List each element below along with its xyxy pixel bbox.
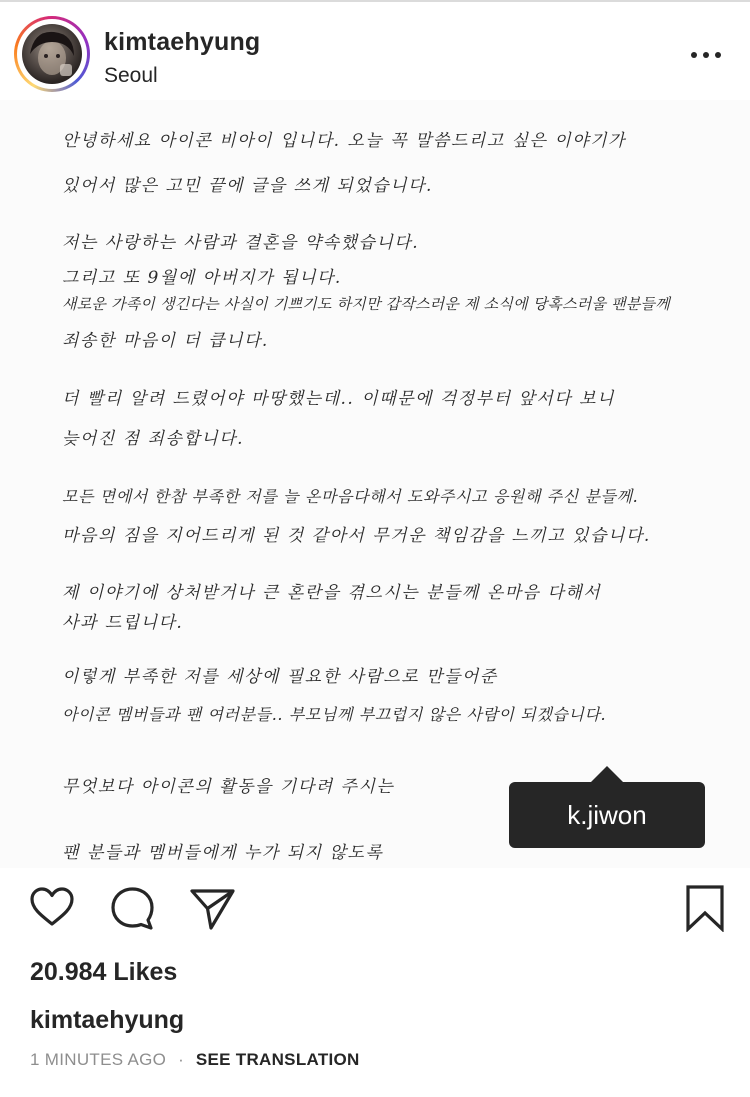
letter-line: 사과 드립니다. [62, 613, 184, 633]
letter-line: 새로운 가족이 생긴다는 사실이 기쁘기도 하지만 갑작스러운 제 소식에 당혹스러울 팬분들께 [62, 295, 670, 313]
story-ring[interactable] [14, 16, 90, 92]
avatar-border [17, 19, 87, 89]
letter-line: 그리고 또 9월에 아버지가 됩니다. [62, 268, 342, 288]
tag-pointer [590, 766, 624, 783]
letter-line: 저는 사랑하는 사람과 결혼을 약속했습니다. [62, 233, 420, 253]
letter-line: 모든 면에서 한참 부족한 저를 늘 온마음다해서 도와주시고 응원해 주신 분들께. [62, 487, 639, 506]
letter-line: 무엇보다 아이콘의 활동을 기다려 주시는 [62, 777, 395, 797]
see-translation-link[interactable]: SEE TRANSLATION [195, 1050, 360, 1069]
post-header [0, 2, 750, 100]
more-dot-icon [715, 52, 721, 58]
post-username[interactable]: kimtaehyung [104, 28, 261, 56]
paper-plane-icon[interactable] [188, 884, 236, 932]
letter-line: 이렇게 부족한 저를 세상에 필요한 사람으로 만들어준 [62, 667, 498, 687]
heart-outline-icon[interactable] [28, 884, 76, 932]
letter-line: 죄송한 마음이 더 큽니다. [62, 331, 269, 351]
avatar-photo-icon [22, 24, 82, 84]
action-bar [0, 868, 750, 948]
letter-line: 아이콘 멤버들과 팬 여러분들.. 부모님께 부끄럽지 않은 사람이 되겠습니다. [62, 705, 607, 724]
meta-separator: · [178, 1050, 184, 1069]
caption-username[interactable]: kimtaehyung [30, 1006, 185, 1034]
bookmark-icon[interactable] [682, 884, 730, 932]
more-dot-icon [691, 52, 697, 58]
letter-line: 있어서 많은 고민 끝에 글을 쓰게 되었습니다. [62, 176, 433, 196]
letter-line: 팬 분들과 멤버들에게 누가 되지 않도록 [62, 843, 384, 863]
letter-line: 제 이야기에 상처받거나 큰 혼란을 겪으시는 분들께 온마음 다해서 [62, 583, 602, 603]
post-location[interactable]: Seoul [104, 64, 158, 87]
likes-count[interactable]: 20.984 Likes [30, 958, 178, 986]
avatar[interactable] [22, 24, 82, 84]
post-meta [30, 1050, 360, 1070]
letter-line: 안녕하세요 아이콘 비아이 입니다. 오늘 꼭 말씀드리고 싶은 이야기가 [62, 131, 626, 151]
more-options-button[interactable] [688, 46, 724, 64]
more-dot-icon [703, 52, 709, 58]
letter-line: 마음의 짐을 지어드리게 된 것 같아서 무거운 책임감을 느끼고 있습니다. [62, 526, 651, 546]
letter-line: 늦어진 점 죄송합니다. [62, 429, 245, 449]
post-photo[interactable] [0, 100, 750, 868]
letter-line: 더 빨리 알려 드렸어야 마땅했는데.. 이때문에 걱정부터 앞서다 보니 [62, 389, 615, 409]
post-timestamp: 1 MINUTES AGO [30, 1050, 167, 1069]
user-tag[interactable]: k.jiwon [509, 782, 705, 848]
speech-bubble-icon[interactable] [108, 884, 156, 932]
